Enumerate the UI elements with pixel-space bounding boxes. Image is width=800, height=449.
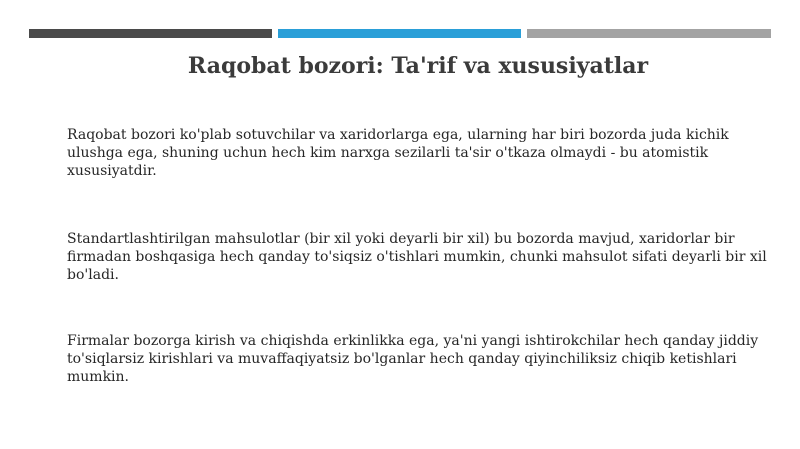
paragraph-1: Raqobat bozori ko'plab sotuvchilar va xaridorlarga ega, ularning har biri bozorda juda kichik ulushga ega, shuning uchun hech kim narxga sezilarli ta'sir o'tkaza olmaydi - bu atomistik xususiyatdir. xyxy=(67,127,729,179)
slide-title: Raqobat bozori: Ta'rif va xususiyatlar xyxy=(187,53,649,79)
accent-bar-dark xyxy=(29,29,272,38)
paragraph-3: Firmalar bozorga kirish va chiqishda erkinlikka ega, ya'ni yangi ishtirokchilar hech qanday jiddiy to'siqlarsiz kirishlari va muvaffaqiyatsiz bo'lganlar hech qanday qiyinchiliksiz chiqib ketishlari mumkin. xyxy=(67,333,759,385)
paragraph-2: Standartlashtirilgan mahsulotlar (bir xil yoki deyarli bir xil) bu bozorda mavjud, xaridorlar bir firmadan boshqasiga hech qanday to'siqsiz o'tishlari mumkin, chunki mahsulot sifati deyarli bir xil bo'ladi. xyxy=(67,231,767,283)
accent-bar-blue xyxy=(278,29,521,38)
accent-bar-gray xyxy=(527,29,771,38)
